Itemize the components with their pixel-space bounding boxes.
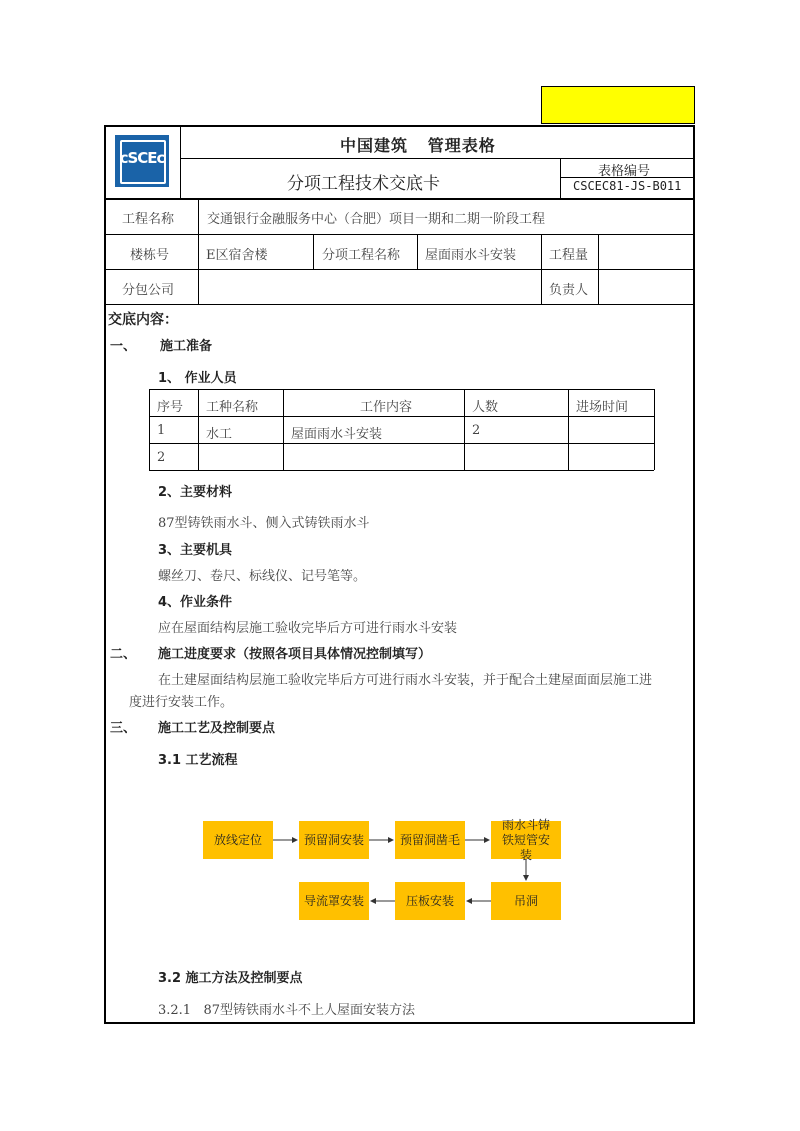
quantity-label: 工程量 xyxy=(549,248,589,263)
form-no-label: 表格编号 xyxy=(598,164,651,179)
section2-text-line2: 度进行安装工作。 xyxy=(129,695,234,710)
staff-row2-no: 2 xyxy=(157,450,166,465)
staff-row1-no: 1 xyxy=(157,423,166,438)
form-title: 分项工程技术交底卡 xyxy=(287,174,440,194)
section3-title: 施工工艺及控制要点 xyxy=(158,721,276,736)
company-title: 中国建筑 管理表格 xyxy=(340,136,496,155)
flow-step-4: 雨水斗铸铁短管安装 xyxy=(491,821,561,859)
section1-title: 施工准备 xyxy=(160,339,213,354)
staff-header-time: 进场时间 xyxy=(576,400,629,415)
staff-header-trade: 工种名称 xyxy=(206,400,259,415)
section1-sub1-title: 1、 作业人员 xyxy=(158,371,237,386)
form-no-value: CSCEC81-JS-B011 xyxy=(573,179,682,193)
staff-header-work: 工作内容 xyxy=(360,400,413,415)
subitem-label: 分项工程名称 xyxy=(322,248,401,263)
flow-step-2: 预留洞安装 xyxy=(299,821,369,859)
section2-text-line1: 在土建屋面结构层施工验收完毕后方可进行雨水斗安装，并于配合土建屋面面层施工进 xyxy=(158,673,653,688)
flow-step-7: 导流罩安装 xyxy=(299,882,369,920)
section3-num: 三、 xyxy=(110,721,137,736)
section1-sub4-text: 应在屋面结构层施工验收完毕后方可进行雨水斗安装 xyxy=(158,621,458,636)
staff-row1-count: 2 xyxy=(472,423,481,438)
section1-sub2-title: 2、主要材料 xyxy=(158,485,233,500)
flow-step-1: 放线定位 xyxy=(203,821,273,859)
section1-num: 一、 xyxy=(110,339,137,354)
content-heading: 交底内容： xyxy=(108,312,178,328)
section1-sub3-title: 3、主要机具 xyxy=(158,543,233,558)
section1-sub4-title: 4、作业条件 xyxy=(158,595,233,610)
staff-header-count: 人数 xyxy=(472,400,499,415)
section2-num: 二、 xyxy=(110,647,137,662)
subitem-value: 屋面雨水斗安装 xyxy=(425,248,517,263)
staff-row1-work: 屋面雨水斗安装 xyxy=(291,427,383,442)
project-name-label: 工程名称 xyxy=(122,212,175,227)
section1-sub3-text: 螺丝刀、卷尺、标线仪、记号笔等。 xyxy=(158,569,367,584)
person-label: 负责人 xyxy=(549,283,589,298)
section2-title: 施工进度要求（按照各项目具体情况控制填写） xyxy=(158,647,432,662)
staff-row1-trade: 水工 xyxy=(206,427,233,442)
staff-header-no: 序号 xyxy=(157,400,184,415)
flow-step-5: 吊洞 xyxy=(491,882,561,920)
flow-step-6: 压板安装 xyxy=(395,882,465,920)
subcontractor-label: 分包公司 xyxy=(122,283,175,298)
logo-text: cSCEc xyxy=(119,149,165,167)
building-label: 楼栋号 xyxy=(130,248,170,263)
section1-sub2-text: 87型铸铁雨水斗、侧入式铸铁雨水斗 xyxy=(158,516,370,531)
section3-sub21-text: 3.2.1 87型铸铁雨水斗不上人屋面安装方法 xyxy=(158,1003,416,1018)
project-name-value: 交通银行金融服务中心（合肥）项目一期和二期一阶段工程 xyxy=(207,212,546,227)
section3-sub1-title: 3.1 工艺流程 xyxy=(158,753,238,768)
section3-sub2-title: 3.2 施工方法及控制要点 xyxy=(158,971,303,986)
building-value: E区宿舍楼 xyxy=(206,248,268,263)
flow-step-3: 预留洞凿毛 xyxy=(395,821,465,859)
